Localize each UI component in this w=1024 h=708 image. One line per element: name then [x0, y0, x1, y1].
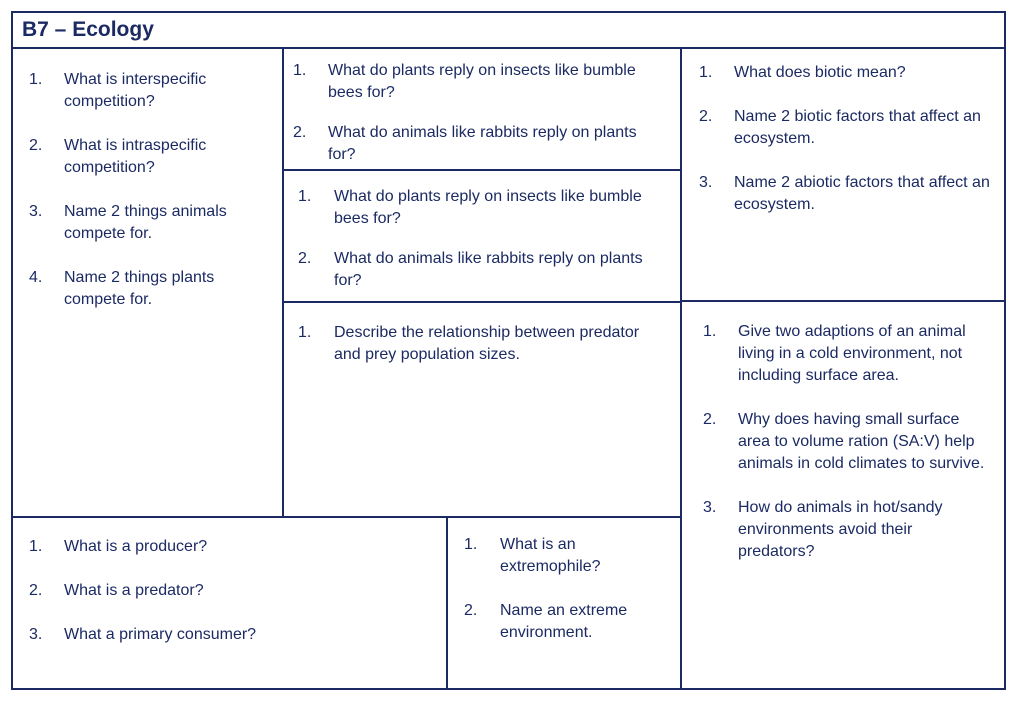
question-item: 1. What do plants reply on insects like bumble bees for?: [298, 188, 642, 227]
question-item: 1. Describe the relationship between predator and prey population sizes.: [298, 324, 640, 363]
interdependence-box-b: [282, 169, 682, 303]
question-item: 2. What do animals like rabbits reply on plants for?: [293, 124, 637, 163]
question-item: 2. Why does having small surface area to volume ration (SA:V) help animals in cold climates to survive.: [703, 411, 985, 472]
interdependence-box-a: [282, 47, 682, 171]
feeding-questions: [29, 536, 436, 646]
question-item: 1. What do plants reply on insects like bumble bees for?: [293, 62, 636, 101]
question-item: 2. What is intraspecific competition?: [29, 137, 207, 176]
adaptations-questions: [703, 321, 990, 563]
extremophiles-questions: [464, 534, 670, 644]
adaptations-box: [680, 300, 1006, 690]
extremophiles-box: [446, 516, 682, 690]
question-item: 3. What a primary consumer?: [29, 626, 257, 643]
question-item: 3. How do animals in hot/sandy environments avoid their predators?: [703, 499, 943, 560]
question-item: 2. What is a predator?: [29, 582, 204, 599]
interdependence-questions-a: [293, 60, 666, 166]
question-item: 2. Name an extreme environment.: [464, 602, 628, 641]
question-item: 1. What is an extremophile?: [464, 536, 601, 575]
question-item: 2. Name 2 biotic factors that affect an ecosystem.: [699, 108, 981, 147]
question-item: 3. Name 2 abiotic factors that affect an ecosystem.: [699, 174, 990, 213]
question-item: 4. Name 2 things plants compete for.: [29, 269, 215, 308]
question-item: 3. Name 2 things animals compete for.: [29, 203, 227, 242]
interdependence-questions-b: [298, 186, 666, 292]
question-item: 1. What is a producer?: [29, 538, 208, 555]
feeding-box: [11, 516, 448, 690]
question-item: 1. Give two adaptions of an animal living in a cold environment, not including surface area.: [703, 323, 966, 384]
title-bar: [11, 11, 1006, 49]
predator-prey-box: [282, 301, 682, 518]
question-item: 1. What does biotic mean?: [699, 64, 906, 81]
competition-box: [11, 47, 284, 518]
predator-prey-questions: [298, 322, 666, 366]
factors-questions: [699, 62, 990, 216]
question-item: 1. What is interspecific competition?: [29, 71, 207, 110]
competition-questions: [29, 69, 272, 311]
question-item: 2. What do animals like rabbits reply on plants for?: [298, 250, 643, 289]
page-title: B7 – Ecology: [22, 18, 154, 41]
factors-box: [680, 47, 1006, 302]
